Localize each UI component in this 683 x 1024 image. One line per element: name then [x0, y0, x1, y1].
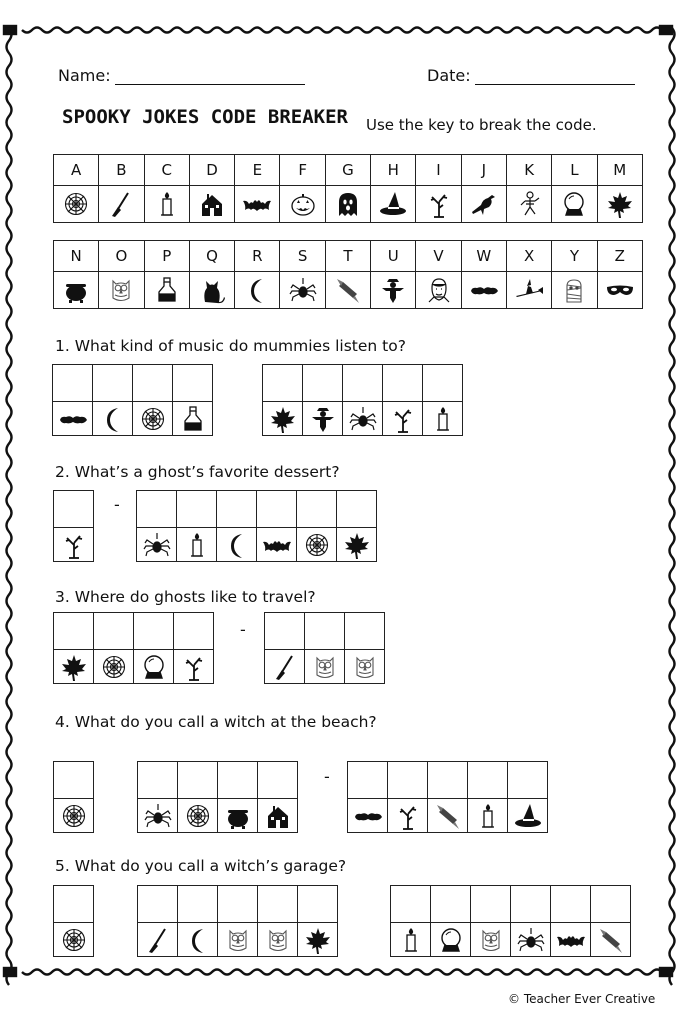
code-icon-cell — [428, 799, 468, 833]
spiderweb-icon — [99, 653, 129, 681]
haunted-house-icon — [197, 190, 227, 218]
potion-icon — [152, 276, 182, 304]
answer-blank-cell[interactable] — [218, 886, 258, 923]
candy-icon — [433, 802, 463, 830]
key-letter-cell: Q — [189, 241, 234, 272]
key-icon-cell — [597, 272, 642, 309]
mask-icon — [605, 276, 635, 304]
spiderweb-icon — [302, 531, 332, 559]
hyphen-separator: - — [114, 495, 120, 514]
answer-blank-cell[interactable] — [265, 613, 305, 650]
candle-icon — [428, 405, 458, 433]
key-icon-cell — [552, 186, 597, 223]
code-icon-cell — [54, 650, 94, 684]
answer-word-grid — [137, 885, 338, 957]
cauldron-icon — [223, 802, 253, 830]
spiderweb-icon — [61, 190, 91, 218]
answer-blank-cell[interactable] — [177, 491, 217, 528]
leaf-icon — [605, 190, 635, 218]
answer-blank-cell[interactable] — [178, 762, 218, 799]
spider-icon — [143, 802, 173, 830]
cauldron-icon — [61, 276, 91, 304]
crow-icon — [469, 190, 499, 218]
key-letter-cell: Y — [552, 241, 597, 272]
key-letter-cell: J — [461, 155, 506, 186]
question-1: 1. What kind of music do mummies listen to? — [55, 337, 406, 355]
spiderweb-icon — [59, 926, 89, 954]
answer-blank-cell[interactable] — [337, 491, 377, 528]
answer-blank-cell[interactable] — [54, 491, 94, 528]
answer-blank-cell[interactable] — [218, 762, 258, 799]
answer-word-grid — [53, 885, 94, 957]
code-icon-cell — [134, 650, 174, 684]
code-icon-cell — [423, 402, 463, 436]
code-icon-cell — [218, 923, 258, 957]
code-icon-cell — [138, 799, 178, 833]
code-icon-cell — [258, 799, 298, 833]
mustache-icon — [353, 802, 383, 830]
spiderweb-icon — [183, 802, 213, 830]
candy-icon — [596, 926, 626, 954]
code-icon-cell — [218, 799, 258, 833]
answer-blank-cell[interactable] — [343, 365, 383, 402]
witch-hat-icon — [378, 190, 408, 218]
code-icon-cell — [298, 923, 338, 957]
dead-tree-icon — [388, 405, 418, 433]
answer-blank-cell[interactable] — [303, 365, 343, 402]
code-icon-cell — [391, 923, 431, 957]
code-icon-cell — [94, 650, 134, 684]
dead-tree-icon — [424, 190, 454, 218]
key-icon-cell — [235, 186, 280, 223]
answer-blank-cell[interactable] — [174, 613, 214, 650]
answer-blank-cell[interactable] — [53, 365, 93, 402]
code-icon-cell — [54, 528, 94, 562]
owl-icon — [476, 926, 506, 954]
code-icon-cell — [388, 799, 428, 833]
answer-blank-cell[interactable] — [383, 365, 423, 402]
answer-blank-cell[interactable] — [217, 491, 257, 528]
answer-word-grid — [262, 364, 463, 436]
answer-blank-cell[interactable] — [178, 886, 218, 923]
code-icon-cell — [468, 799, 508, 833]
broom-icon — [270, 653, 300, 681]
key-letter-cell: B — [99, 155, 144, 186]
question-2: 2. What’s a ghost’s favorite dessert? — [55, 463, 340, 481]
hyphen-separator: - — [240, 620, 246, 639]
leaf-icon — [303, 926, 333, 954]
key-letter-cell: D — [189, 155, 234, 186]
key-icon-cell — [325, 186, 370, 223]
answer-blank-cell[interactable] — [388, 762, 428, 799]
owl-icon — [223, 926, 253, 954]
code-icon-cell — [305, 650, 345, 684]
code-icon-cell — [551, 923, 591, 957]
date-line[interactable] — [475, 84, 635, 85]
date-label: Date: — [427, 66, 471, 85]
witch-hat-icon — [513, 802, 543, 830]
key-icon-cell — [99, 272, 144, 309]
spider-icon — [288, 276, 318, 304]
answer-blank-cell[interactable] — [423, 365, 463, 402]
key-icon-cell — [552, 272, 597, 309]
dead-tree-icon — [59, 531, 89, 559]
key-icon-cell — [371, 186, 416, 223]
code-icon-cell — [174, 650, 214, 684]
answer-blank-cell[interactable] — [471, 886, 511, 923]
spider-icon — [142, 531, 172, 559]
code-icon-cell — [133, 402, 173, 436]
answer-blank-cell[interactable] — [348, 762, 388, 799]
key-letter-cell: P — [144, 241, 189, 272]
code-icon-cell — [348, 799, 388, 833]
answer-word-grid — [53, 490, 94, 562]
key-icon-cell — [54, 186, 99, 223]
code-icon-cell — [345, 650, 385, 684]
name-field — [58, 66, 305, 85]
crystal-ball-icon — [559, 190, 589, 218]
hyphen-separator: - — [324, 767, 330, 786]
answer-word-grid — [52, 364, 213, 436]
key-icon-cell — [99, 186, 144, 223]
key-table-a-m — [53, 154, 643, 223]
question-5: 5. What do you call a witch’s garage? — [55, 857, 347, 875]
key-letter-cell: N — [54, 241, 99, 272]
key-letter-cell: G — [325, 155, 370, 186]
key-letter-cell: U — [371, 241, 416, 272]
key-icon-cell — [416, 272, 461, 309]
answer-word-grid — [136, 490, 377, 562]
code-icon-cell — [257, 528, 297, 562]
leaf-icon — [268, 405, 298, 433]
answer-blank-cell[interactable] — [345, 613, 385, 650]
answer-word-grid — [53, 612, 214, 684]
code-icon-cell — [54, 923, 94, 957]
answer-blank-cell[interactable] — [551, 886, 591, 923]
code-icon-cell — [297, 528, 337, 562]
moon-icon — [98, 405, 128, 433]
dead-tree-icon — [179, 653, 209, 681]
key-letter-cell: V — [416, 241, 461, 272]
key-letter-cell: L — [552, 155, 597, 186]
key-letter-cell: Z — [597, 241, 642, 272]
code-icon-cell — [383, 402, 423, 436]
key-letter-cell: R — [235, 241, 280, 272]
key-letter-cell: T — [325, 241, 370, 272]
key-icon-cell — [144, 186, 189, 223]
key-icon-cell — [461, 272, 506, 309]
answer-word-grid — [53, 761, 94, 833]
owl-icon — [310, 653, 340, 681]
key-icon-cell — [506, 186, 551, 223]
code-icon-cell — [217, 528, 257, 562]
broom-icon — [106, 190, 136, 218]
answer-blank-cell[interactable] — [173, 365, 213, 402]
code-icon-cell — [173, 402, 213, 436]
owl-icon — [350, 653, 380, 681]
answer-blank-cell[interactable] — [298, 886, 338, 923]
spiderweb-icon — [138, 405, 168, 433]
key-letter-cell: W — [461, 241, 506, 272]
key-icon-cell — [144, 272, 189, 309]
answer-blank-cell[interactable] — [134, 613, 174, 650]
owl-icon — [106, 276, 136, 304]
broom-icon — [143, 926, 173, 954]
skeleton-icon — [514, 190, 544, 218]
answer-word-grid — [390, 885, 631, 957]
code-icon-cell — [54, 799, 94, 833]
answer-blank-cell[interactable] — [94, 613, 134, 650]
code-icon-cell — [508, 799, 548, 833]
code-icon-cell — [343, 402, 383, 436]
key-letter-cell: A — [54, 155, 99, 186]
answer-blank-cell[interactable] — [305, 613, 345, 650]
leaf-icon — [59, 653, 89, 681]
key-icon-cell — [416, 186, 461, 223]
haunted-house-icon — [263, 802, 293, 830]
key-letter-cell: F — [280, 155, 325, 186]
key-icon-cell — [54, 272, 99, 309]
date-field — [427, 66, 635, 85]
crystal-ball-icon — [139, 653, 169, 681]
dead-tree-icon — [393, 802, 423, 830]
key-icon-cell — [280, 272, 325, 309]
key-letter-cell: C — [144, 155, 189, 186]
copyright-footer: © Teacher Ever Creative — [508, 992, 656, 1006]
black-cat-icon — [197, 276, 227, 304]
answer-blank-cell[interactable] — [431, 886, 471, 923]
answer-word-grid — [347, 761, 548, 833]
spider-icon — [516, 926, 546, 954]
answer-blank-cell[interactable] — [137, 491, 177, 528]
answer-blank-cell[interactable] — [54, 762, 94, 799]
answer-blank-cell[interactable] — [257, 491, 297, 528]
candle-icon — [152, 190, 182, 218]
answer-blank-cell[interactable] — [263, 365, 303, 402]
code-icon-cell — [93, 402, 133, 436]
code-icon-cell — [511, 923, 551, 957]
scarecrow-icon — [378, 276, 408, 304]
code-icon-cell — [53, 402, 93, 436]
key-letter-cell: S — [280, 241, 325, 272]
code-icon-cell — [258, 923, 298, 957]
key-letter-cell: O — [99, 241, 144, 272]
key-icon-cell — [371, 272, 416, 309]
answer-blank-cell[interactable] — [428, 762, 468, 799]
answer-blank-cell[interactable] — [591, 886, 631, 923]
bat-icon — [262, 531, 292, 559]
key-letter-cell: H — [371, 155, 416, 186]
answer-blank-cell[interactable] — [258, 886, 298, 923]
ghost-icon — [333, 190, 363, 218]
moon-icon — [183, 926, 213, 954]
code-icon-cell — [178, 799, 218, 833]
code-icon-cell — [263, 402, 303, 436]
code-icon-cell — [177, 528, 217, 562]
answer-blank-cell[interactable] — [133, 365, 173, 402]
code-icon-cell — [138, 923, 178, 957]
code-icon-cell — [137, 528, 177, 562]
moon-icon — [242, 276, 272, 304]
code-icon-cell — [265, 650, 305, 684]
instructions: Use the key to break the code. — [366, 116, 597, 134]
vampire-icon — [424, 276, 454, 304]
answer-blank-cell[interactable] — [54, 886, 94, 923]
key-icon-cell — [506, 272, 551, 309]
key-icon-cell — [461, 186, 506, 223]
answer-blank-cell[interactable] — [54, 613, 94, 650]
leaf-icon — [342, 531, 372, 559]
key-letter-cell: I — [416, 155, 461, 186]
answer-blank-cell[interactable] — [391, 886, 431, 923]
key-icon-cell — [597, 186, 642, 223]
crystal-ball-icon — [436, 926, 466, 954]
scarecrow-icon — [308, 405, 338, 433]
key-letter-cell: K — [506, 155, 551, 186]
answer-blank-cell[interactable] — [297, 491, 337, 528]
name-label: Name: — [58, 66, 111, 85]
owl-icon — [263, 926, 293, 954]
mustache-icon — [58, 405, 88, 433]
answer-blank-cell[interactable] — [511, 886, 551, 923]
code-icon-cell — [337, 528, 377, 562]
candle-icon — [473, 802, 503, 830]
answer-word-grid — [137, 761, 298, 833]
code-icon-cell — [591, 923, 631, 957]
answer-blank-cell[interactable] — [138, 886, 178, 923]
question-4: 4. What do you call a witch at the beach? — [55, 713, 377, 731]
answer-blank-cell[interactable] — [138, 762, 178, 799]
key-icon-cell — [235, 272, 280, 309]
code-icon-cell — [431, 923, 471, 957]
key-letter-cell: M — [597, 155, 642, 186]
potion-icon — [178, 405, 208, 433]
key-icon-cell — [189, 186, 234, 223]
moon-icon — [222, 531, 252, 559]
question-3: 3. Where do ghosts like to travel? — [55, 588, 316, 606]
key-letter-cell: E — [235, 155, 280, 186]
answer-blank-cell[interactable] — [258, 762, 298, 799]
jack-o-lantern-icon — [288, 190, 318, 218]
candy-icon — [333, 276, 363, 304]
code-icon-cell — [178, 923, 218, 957]
candle-icon — [396, 926, 426, 954]
answer-word-grid — [264, 612, 385, 684]
spiderweb-icon — [59, 802, 89, 830]
candle-icon — [182, 531, 212, 559]
name-line[interactable] — [115, 84, 305, 85]
flying-witch-icon — [514, 276, 544, 304]
mummy-icon — [559, 276, 589, 304]
key-icon-cell — [189, 272, 234, 309]
answer-blank-cell[interactable] — [508, 762, 548, 799]
mustache-icon — [469, 276, 499, 304]
code-icon-cell — [471, 923, 511, 957]
answer-blank-cell[interactable] — [468, 762, 508, 799]
key-icon-cell — [280, 186, 325, 223]
key-icon-cell — [325, 272, 370, 309]
bat-icon — [242, 190, 272, 218]
key-table-n-z — [53, 240, 643, 309]
worksheet-title: SPOOKY JOKES CODE BREAKER — [62, 106, 348, 128]
key-letter-cell: X — [506, 241, 551, 272]
code-icon-cell — [303, 402, 343, 436]
bat-icon — [556, 926, 586, 954]
spider-icon — [348, 405, 378, 433]
answer-blank-cell[interactable] — [93, 365, 133, 402]
